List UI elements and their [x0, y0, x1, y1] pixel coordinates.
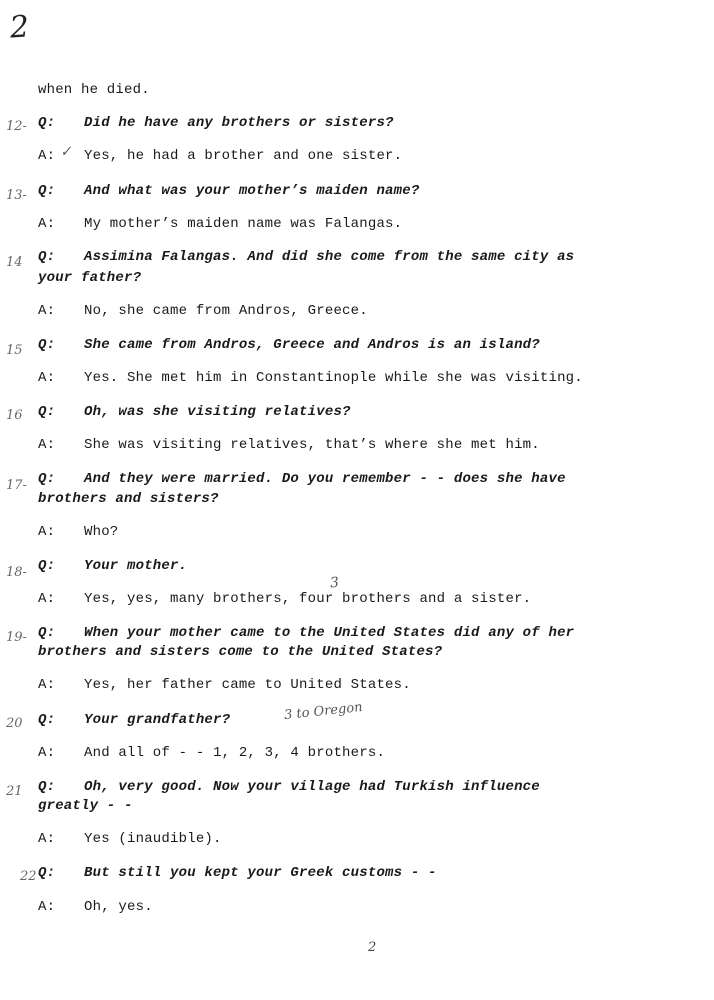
answer-line: A: Yes (inaudible).: [38, 831, 222, 847]
question-line: Q: Oh, was she visiting relatives?: [38, 404, 351, 420]
question-line-cont: brothers and sisters come to the United States?: [38, 644, 443, 660]
question-line-cont: your father?: [38, 270, 142, 286]
answer-line: A: Who?: [38, 524, 119, 540]
transcript-line: when he died.: [38, 82, 150, 98]
margin-number: 20: [6, 716, 23, 731]
question-line-cont: brothers and sisters?: [38, 491, 219, 507]
check-mark: ✓: [59, 143, 73, 161]
question-line: Q: Assimina Falangas. And did she come from the same city as: [38, 249, 575, 265]
question-line: Q: She came from Andros, Greece and Andros is an island?: [38, 337, 540, 353]
margin-number: 12-: [6, 119, 27, 134]
answer-line: A: Yes, he had a brother and one sister.: [38, 148, 403, 164]
answer-line: A: No, she came from Andros, Greece.: [38, 303, 368, 319]
margin-number: 17-: [6, 478, 27, 493]
margin-number: 15: [6, 343, 23, 358]
question-line: Q: Oh, very good. Now your village had Turkish influence: [38, 779, 540, 795]
question-line: Q: But still you kept your Greek customs - -: [38, 865, 437, 881]
margin-number: 14: [6, 255, 23, 270]
answer-line: A: Yes. She met him in Constantinople while she was visiting.: [38, 370, 583, 386]
question-line: Q: When your mother came to the United States did any of her: [38, 625, 575, 641]
margin-number: 22: [20, 869, 37, 884]
answer-line: A: And all of - - 1, 2, 3, 4 brothers.: [38, 745, 386, 761]
answer-line: A: Oh, yes.: [38, 899, 153, 915]
page-number: 2: [368, 940, 377, 955]
margin-number: 13-: [6, 188, 27, 203]
answer-line: A: Yes, her father came to United States.: [38, 677, 411, 693]
handwritten-number: 3: [329, 574, 340, 592]
corner-page-mark: 2: [8, 9, 31, 46]
answer-line: A: Yes, yes, many brothers, four brothers and a sister.: [38, 591, 532, 607]
question-line-cont: greatly - -: [38, 798, 133, 814]
handwritten-note: 3 to Oregon: [283, 699, 364, 724]
margin-number: 16: [6, 408, 23, 423]
question-line: Q: Did he have any brothers or sisters?: [38, 115, 394, 131]
question-line: Q: And they were married. Do you remember - - does she have: [38, 471, 566, 487]
margin-number: 19-: [6, 630, 27, 645]
answer-line: A: She was visiting relatives, that’s where she met him.: [38, 437, 540, 453]
question-line: Q: Your grandfather?: [38, 712, 231, 728]
question-line: Q: Your mother.: [38, 558, 188, 574]
answer-line: A: My mother’s maiden name was Falangas.: [38, 216, 403, 232]
margin-number: 18-: [6, 565, 27, 580]
margin-number: 21: [6, 784, 23, 799]
question-line: Q: And what was your mother’s maiden name?: [38, 183, 420, 199]
